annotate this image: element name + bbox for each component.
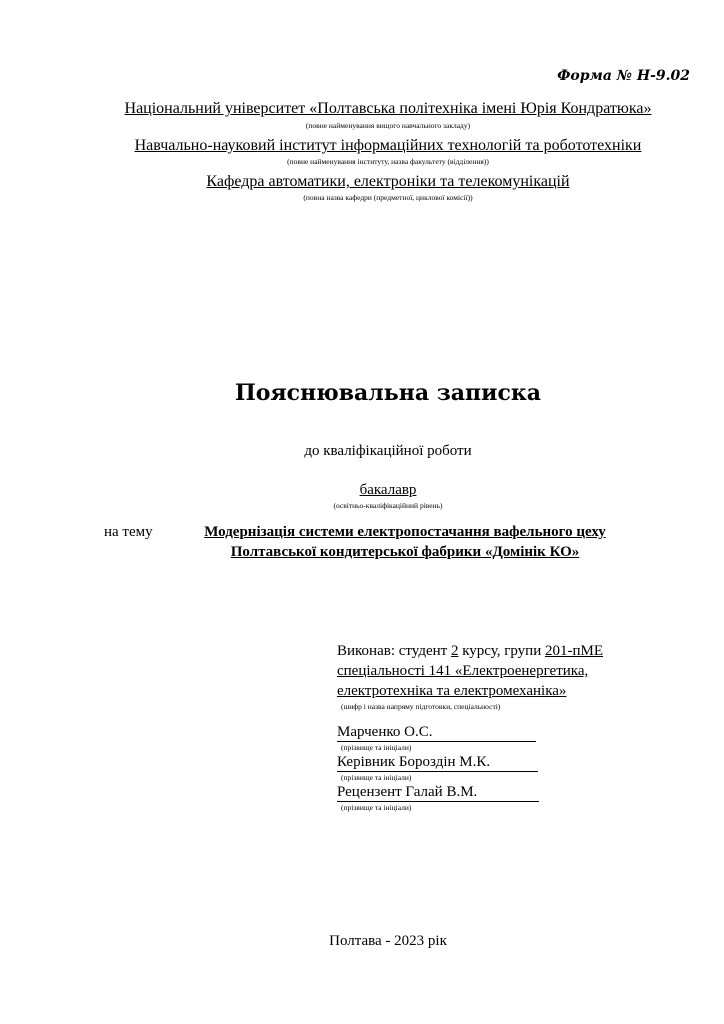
- institute-name: Навчально-науковий інститут інформаційних технологій та робототехніки: [134, 137, 642, 154]
- place-year: Полтава - 2023 рік: [329, 933, 447, 949]
- university-caption: (повне найменування вищого навчального закладу): [305, 121, 471, 130]
- reviewer-caption: (прізвище та ініціали): [341, 803, 412, 812]
- performed-prefix: Виконав: студент: [337, 643, 451, 659]
- university-name: Національний університет «Полтавська політехніка імені Юрія Кондратюка»: [124, 100, 652, 117]
- course-suffix: курсу, групи: [458, 643, 545, 659]
- group-code: 201-пМЕ: [544, 643, 604, 659]
- department-name: Кафедра автоматики, електроніки та телекомунікацій: [206, 173, 570, 190]
- degree-caption: (освітньо-кваліфікаційний рівень): [333, 501, 443, 510]
- course-number: 2: [450, 643, 459, 659]
- student-caption: (прізвище та ініціали): [341, 743, 412, 752]
- degree-level: бакалавр: [359, 482, 417, 498]
- topic-line-2: Полтавської кондитерської фабрики «Домінік КО»: [230, 544, 580, 560]
- reviewer-name: Рецензент Галай В.М.: [337, 784, 539, 802]
- form-number: Форма № Н-9.02: [557, 68, 690, 84]
- institute-caption: (повне найменування інституту, назва факультету (відділення)): [287, 157, 489, 166]
- department-caption: (повна назва кафедри (предметної, циклової комісії)): [303, 193, 473, 202]
- topic-line-1: Модернізація системи електропостачання вафельного цеху: [204, 524, 606, 540]
- topic-label: на тему: [104, 524, 153, 540]
- specialty-caption: (шифр і назва напряму підготовки, спеціальності): [341, 702, 501, 711]
- supervisor-caption: (прізвище та ініціали): [341, 773, 412, 782]
- student-name: Марченко О.С.: [337, 724, 536, 742]
- specialty-line-2: електротехніка та електромеханіка»: [337, 683, 567, 699]
- document-subtitle: до кваліфікаційної роботи: [304, 443, 472, 459]
- document-title: Пояснювальна записка: [234, 380, 541, 406]
- specialty-line-1: спеціальності 141 «Електроенергетика,: [337, 663, 589, 679]
- supervisor-name: Керівник Бороздін М.К.: [337, 754, 538, 772]
- performed-by-line: [337, 643, 603, 660]
